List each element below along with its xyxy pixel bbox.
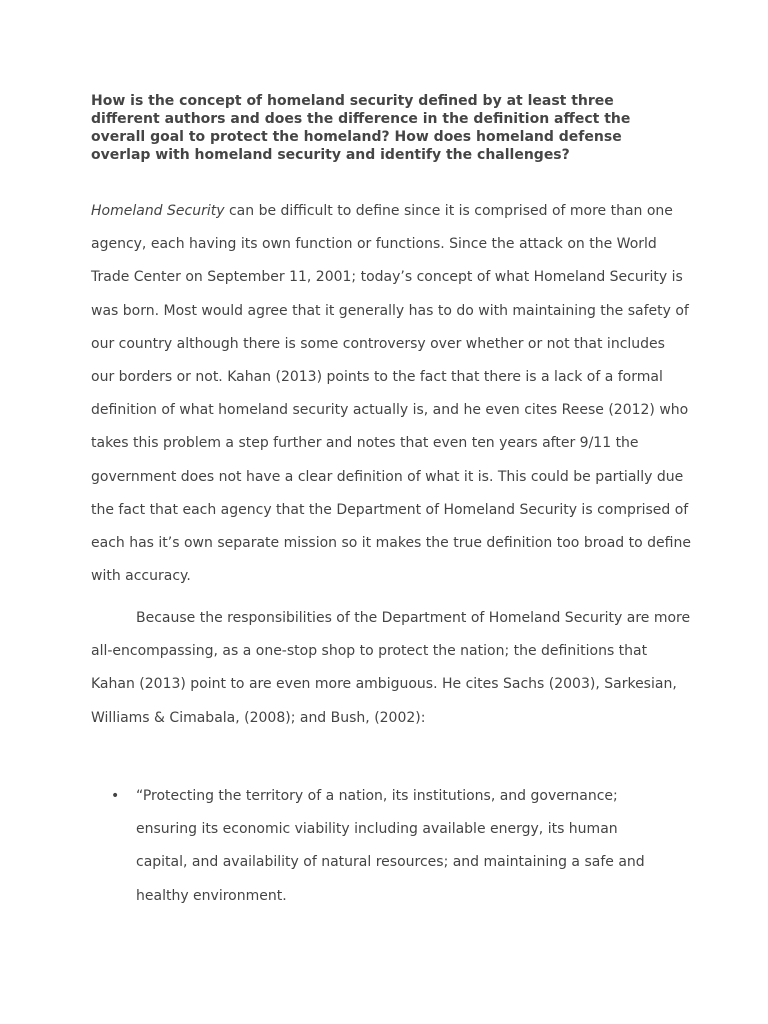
paragraph-1-text: can be difficult to define since it is comprised of more than one agency, each having its own function or functions. Since the attack on the World Trade Center on September 11, 2001; today’s concept of what Homeland Security is was born. Most would agree that it generally has to do with maintaining the safety of our country although there is some controversy over whether or not that includes our borders or not. Kahan (2013) points to the fact that there is a lack of a formal definition of what homeland security actually is, and he even cites Reese (2012) who takes this problem a step further and notes that even ten years after 9/11 the government does not have a clear definition of what it is. This could be partially due the fact that each agency that the Department of Homeland Security is comprised of each has it’s own separate mission so it makes the true definition too broad to define with accuracy. <box>91 203 691 585</box>
homeland-security-term: Homeland Security <box>91 203 225 219</box>
bullet-icon: • <box>111 788 120 804</box>
body-paragraph-2: Because the responsibilities of the Department of Homeland Security are more all-encompassing, as a one-stop shop to protect the nation; the definitions that Kahan (2013) point to are even more ambiguous. He cites Sachs (2003), Sarkesian, Williams & Cimabala, (2008); and Bush, (2002): <box>91 610 691 726</box>
body-paragraph-1 <box>91 195 691 593</box>
definitions-list <box>91 780 651 913</box>
list-item-text: “Protecting the territory of a nation, its institutions, and governance; ensuring its economic viability including available energy, its human capital, and availability of natural resources; and maintaining a safe and healthy environment. <box>136 788 645 904</box>
assignment-question: How is the concept of homeland security defined by at least three different authors and does the difference in the definition affect the overall goal to protect the homeland? How does homeland defense overlap with homeland security and identify the challenges? <box>91 93 631 163</box>
list-item <box>91 780 651 913</box>
